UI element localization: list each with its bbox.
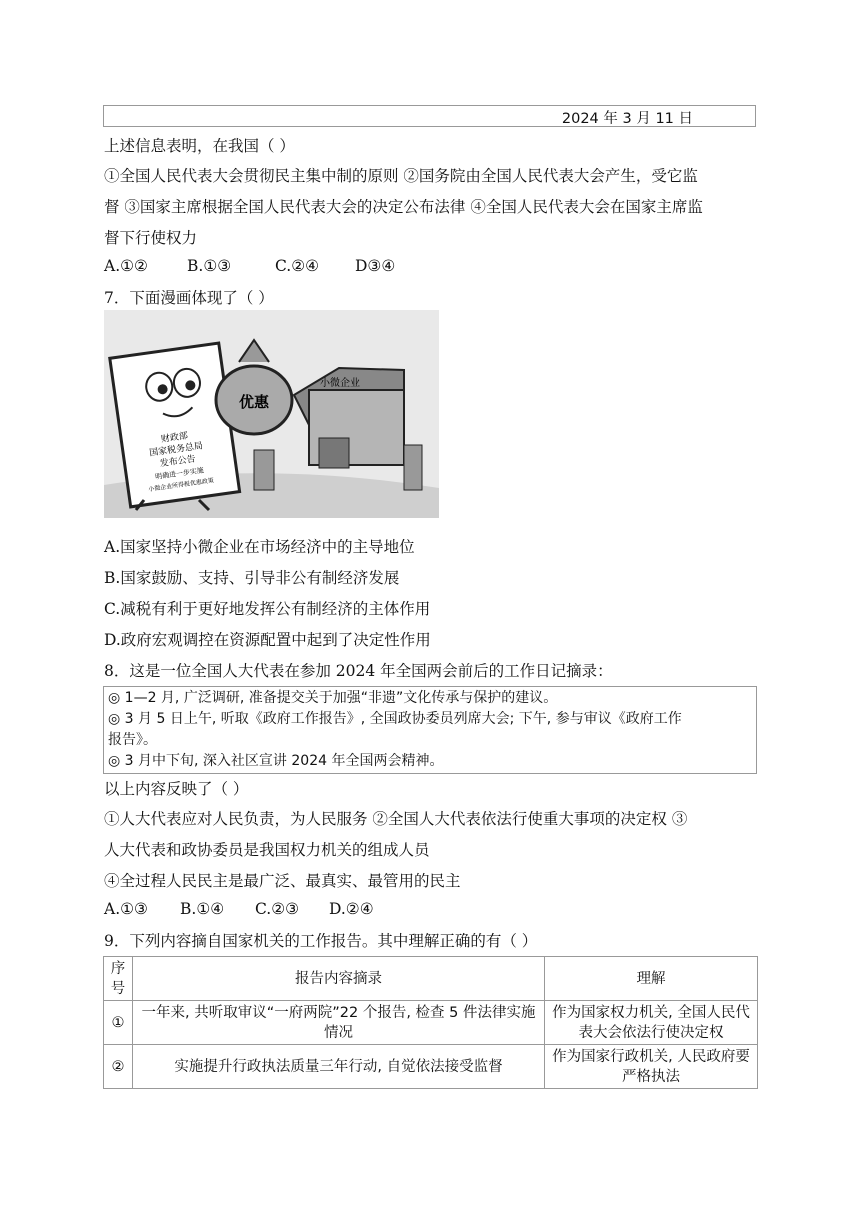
report-table — [103, 956, 758, 1089]
table-row — [104, 1001, 758, 1045]
row-2-content: 实施提升行政执法质量三年行动, 自觉依法接受监督 — [133, 1045, 545, 1089]
diary-line-1: ◎ 1—2 月, 广泛调研, 准备提交关于加强“非遗”文化传承与保护的建议。 — [108, 690, 558, 706]
q8-option-c: C.②③ — [255, 900, 300, 918]
row-1-understanding: 作为国家权力机关, 全国人民代表大会依法行使决定权 — [545, 1001, 758, 1045]
q7-option-b: B.国家鼓励、支持、引导非公有制经济发展 — [104, 569, 400, 587]
q7-option-d: D.政府宏观调控在资源配置中起到了决定性作用 — [104, 631, 431, 649]
row-1-content: 一年来, 共听取审议“一府两院”22 个报告, 检查 5 件法律实施情况 — [133, 1001, 545, 1045]
q7-option-a: A.国家坚持小微企业在市场经济中的主导地位 — [104, 538, 415, 556]
q6-option-d: D③④ — [355, 257, 396, 275]
q8-after: 以上内容反映了（ ） — [104, 780, 249, 798]
doc-line-1: 财政部 — [160, 431, 189, 445]
q6-stem: 上述信息表明，在我国（ ） — [104, 137, 295, 155]
cartoon-image — [104, 310, 439, 518]
q8-statement-line-2: 人大代表和政协委员是我国权力机关的组成人员 — [104, 841, 430, 859]
q8-option-b: B.①④ — [180, 900, 225, 918]
row-2-understanding: 作为国家行政机关, 人民政府要严格执法 — [545, 1045, 758, 1089]
table-row — [104, 1045, 758, 1089]
q6-statement-line-1: ①全国人民代表大会贯彻民主集中制的原则 ②国务院由全国人民代表大会产生，受它监 — [104, 167, 698, 185]
diary-line-2: ◎ 3 月 5 日上午, 听取《政府工作报告》, 全国政协委员列席大会; 下午, 参与审议《政府工作 — [108, 711, 682, 727]
header-no: 序号 — [104, 957, 133, 1001]
diary-box — [103, 686, 757, 774]
q9-stem: 9．下列内容摘自国家机关的工作报告。其中理解正确的有（ ） — [104, 932, 538, 950]
q8-statement-line-1: ①人大代表应对人民负责，为人民服务 ②全国人大代表依法行使重大事项的决定权 ③ — [104, 810, 688, 828]
q8-option-d: D.②④ — [329, 900, 374, 918]
cartoon-drawing — [104, 310, 439, 518]
bag-label: 优惠 — [238, 393, 270, 411]
q6-statement-line-3: 督下行使权力 — [104, 229, 198, 247]
q6-statement-line-2: 督 ③国家主席根据全国人民代表大会的决定公布法律 ④全国人民代表大会在国家主席监 — [104, 198, 703, 216]
q6-option-c: C.②④ — [275, 257, 320, 275]
header-understanding: 理解 — [545, 957, 758, 1001]
q8-stem: 8．这是一位全国人大代表在参加 2024 年全国两会前后的工作日记摘录： — [104, 662, 613, 680]
diary-line-4: ◎ 3 月中下旬, 深入社区宣讲 2024 年全国两会精神。 — [108, 753, 444, 769]
q8-statement-line-3: ④全过程人民民主是最广泛、最真实、最管用的民主 — [104, 872, 461, 890]
table-header-row — [104, 957, 758, 1001]
q7-option-c: C.减税有利于更好地发挥公有制经济的主体作用 — [104, 600, 431, 618]
doc-line-2: 国家税务总局 — [148, 441, 204, 459]
header-content: 报告内容摘录 — [133, 957, 545, 1001]
row-2-no: ② — [104, 1045, 133, 1089]
date-text: 2024 年 3 月 11 日 — [561, 111, 693, 127]
doc-line-3: 发布公告 — [159, 454, 197, 470]
diary-line-3: 报告》。 — [108, 732, 157, 748]
q6-option-b: B.①③ — [187, 257, 232, 275]
date-box — [103, 105, 756, 127]
q8-option-a: A.①③ — [104, 900, 148, 918]
q6-option-a: A.①② — [104, 257, 148, 275]
doc-line-4: 明确进一步实施 — [154, 466, 205, 482]
q7-stem: 7．下面漫画体现了（ ） — [104, 289, 274, 307]
row-1-no: ① — [104, 1001, 133, 1045]
doc-line-5: 小微企业所得税优惠政策 — [147, 477, 215, 494]
house-label: 小微企业 — [320, 378, 360, 389]
